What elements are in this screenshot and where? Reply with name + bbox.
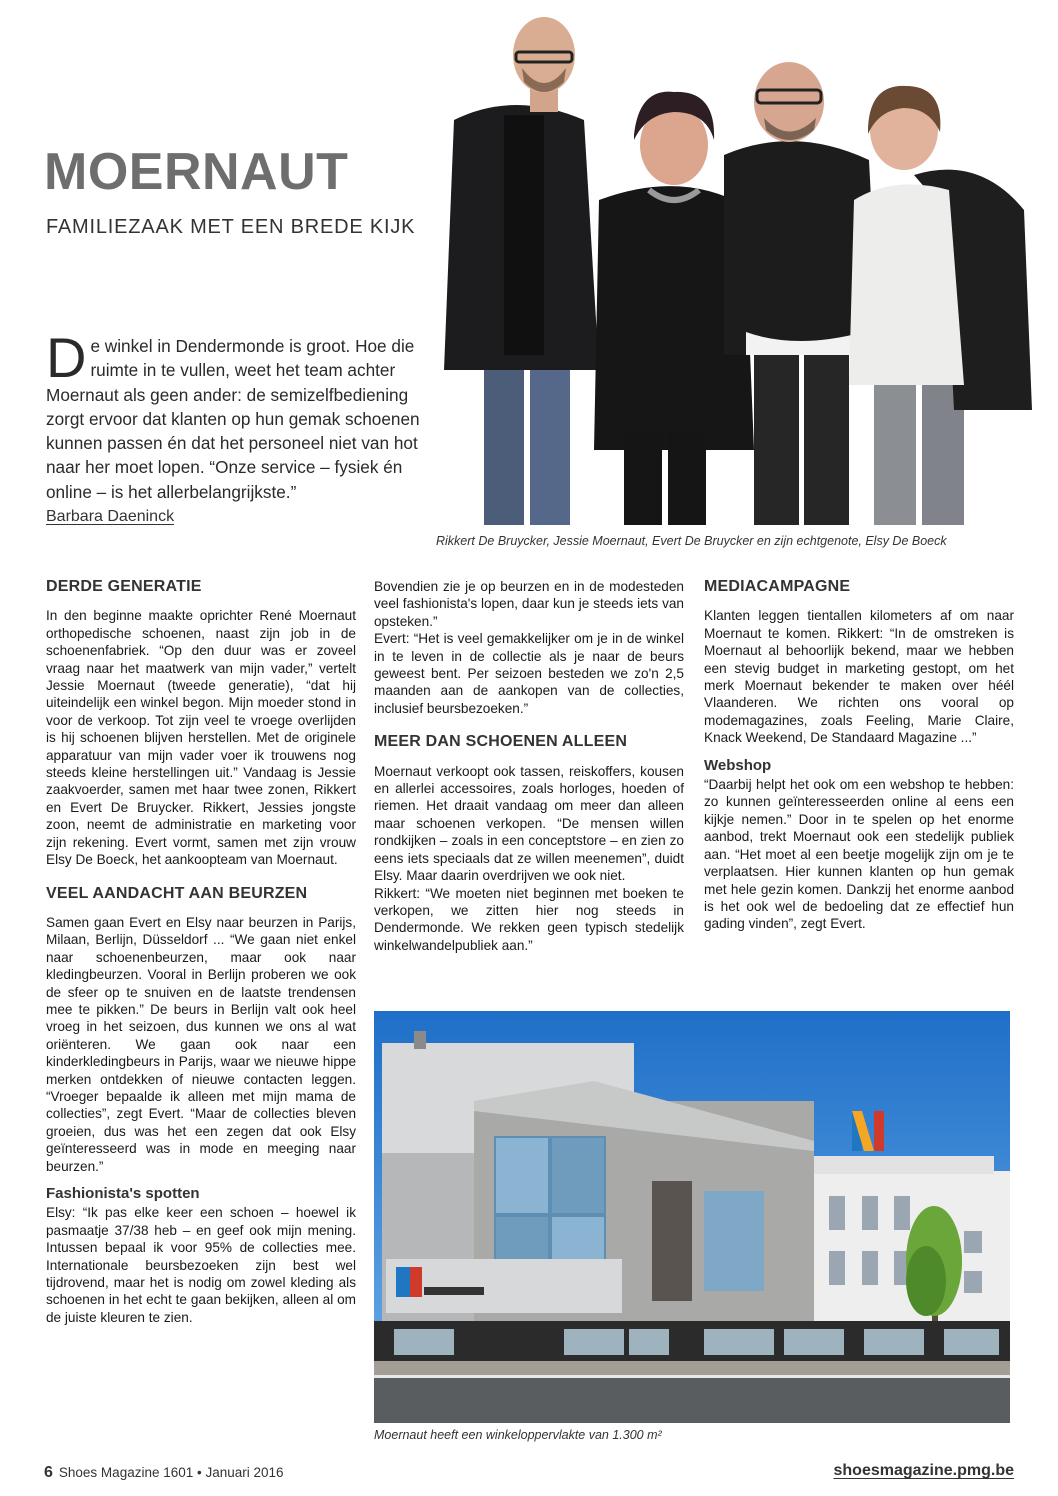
heading-mediacampagne: MEDIACAMPAGNE bbox=[704, 578, 851, 595]
heading-webshop: Webshop bbox=[704, 756, 772, 774]
paragraph-beurzen: Samen gaan Evert en Elsy naar beurzen in Parijs, Milaan, Berlijn, Düsseldorf ... “We gaan niet enkel naar schoenenbeurzen, maar ook naar kledingbeurzen. Vooral in Berlijn proberen we ook de sfeer op te snuiven en de laatste trendensen mee te pikken.” De beurs in Berlijn valt ook heel vroeg in het seizoen, dus kunnen we ons al wat oriënteren. We gaan ook naar een kinderkledingbeurs in Parijs, waar we nieuwe hippe merken ontdekken of nieuwe contacten leggen. “Vroeger bepaalde ik alleen met mijn mama de collecties”, zegt Evert. “Maar de collecties bleven groeien, dus was het een zegen dat ook Elsy geïnteresseerd was in mode en meeging naar beurzen.” bbox=[46, 914, 356, 1174]
intro-dropcap: D bbox=[46, 326, 87, 389]
shop-photo-caption: Moernaut heeft een winkeloppervlakte van 1.300 m² bbox=[374, 1428, 662, 1442]
article-column-1 bbox=[46, 578, 356, 1326]
article-title: MOERNAUT bbox=[44, 143, 349, 201]
article-column-3 bbox=[704, 578, 1014, 933]
team-photo bbox=[424, 10, 1032, 530]
intro-text: e winkel in Dendermonde is groot. Hoe die ruimte in te vullen, weet het team achter Moernaut als geen ander: de semizelfbediening zorgt ervoor dat klanten op hun gemak schoenen kunnen passen én dat het personeel niet van hot naar her moet lopen. “Onze service – fysiek én online – is het allerbelangrijkste.” bbox=[46, 336, 420, 502]
paragraph-continuation-1: Bovendien zie je op beurzen en in de modesteden veel fashionista's lopen, daar kun je steeds iets van opsteken.” bbox=[374, 579, 684, 629]
paragraph-mediacampagne: Klanten leggen tientallen kilometers af om naar Moernaut te komen. Rikkert: “In de omstreken is Moernaut al behoorlijk bekend, maar we hebben een stevig budget in marketing gestopt, om het merk Moernaut bekender te maken over héél Vlaanderen. We richten ons vooral op modemagazines, zoals Feeling, Marie Claire, Knack Weekend, De Standaard Magazine ...” bbox=[704, 608, 1014, 746]
paragraph-continuation-2: Evert: “Het is veel gemakkelijker om je in de winkel in te leven in de collectie als je naar de beurs geweest bent. Per seizoen besteden we zo'n 2,5 maanden aan de aankopen van de collecties, inclusief beursbezoeken.” bbox=[374, 631, 684, 716]
website-link[interactable]: shoesmagazine.pmg.be bbox=[833, 1462, 1014, 1479]
page-number: 6 bbox=[44, 1464, 53, 1481]
author-byline: Barbara Daeninck bbox=[46, 508, 175, 525]
paragraph-derde-generatie: In den beginne maakte oprichter René Moernaut orthopedische schoenen, naast zijn job in de schoenenfabriek. “Op den duur was er zoveel vraag naar het maatwerk van mijn vader,” vertelt Jessie Moernaut (tweede generatie), “dat hij uiteindelijk een winkel begon. Mijn moeder stond in voor de verkoop. Tot zijn veel te vroege overlijden is hij schoenen blijven herstellen. Met de originele apparatuur van mijn vader voer ik trouwens nog steeds kleine herstellingen uit.” Vandaag is Jessie zaakvoerder, samen met haar twee zonen, Rikkert en Evert De Bruycker. Rikkert, Jessies jongste zoon, neemt de administratie en marketing voor zijn rekening. Evert vormt, samen met zijn vrouw Elsy De Boeck, het aankoopteam van Moernaut. bbox=[46, 608, 356, 868]
heading-fashionistas-spotten: Fashionista's spotten bbox=[46, 1185, 200, 1202]
intro-paragraph bbox=[46, 326, 422, 504]
paragraph-webshop: “Daarbij helpt het ook om een webshop te hebben: zo kunnen geïnteresseerden online al eens een kijkje nemen.” Door in te spelen op het enorme aanbod, trekt Moernaut ook een stedelijk publiek aan. “Het moet al een beetje mogelijk zijn om je te verplaatsen. Hier kunnen klanten op hun gemak met hele gezin komen. Dankzij het enorme aanbod is het ook wel de bedoeling dat ze effectief hun gading vinden”, zegt Evert. bbox=[704, 777, 1014, 932]
issue-info: Shoes Magazine 1601 • Januari 2016 bbox=[58, 1465, 284, 1480]
heading-meer-dan-schoenen-alleen: MEER DAN SCHOENEN ALLEEN bbox=[374, 733, 628, 751]
paragraph-fashionistas: Elsy: “Ik pas elke keer een schoen – hoewel ik pasmaatje 37/38 heb – en geef ook mijn mening. Intussen bepaal ik voor 95% de collecties mee. Internationale beursbezoeken zijn best wel tijdrovend, maar het is nodig om zowel kleding als schoenen in het echt te gaan bekijken, alleen al om de juiste kleuren te zien. bbox=[46, 1205, 356, 1325]
article-subtitle: FAMILIEZAAK MET EEN BREDE KIJK bbox=[46, 216, 416, 238]
team-photo-caption: Rikkert De Bruycker, Jessie Moernaut, Evert De Bruycker en zijn echtgenote, Elsy De Boeck bbox=[436, 534, 947, 548]
heading-veel-aandacht-aan-beurzen: VEEL AANDACHT AAN BEURZEN bbox=[46, 884, 308, 902]
paragraph-meer-dan-schoenen: Moernaut verkoopt ook tassen, reiskoffers, kousen en allerlei accessoires, zoals horloges, hoeden of riemen. Het draait vandaag om meer dan alleen maar schoenen verkopen. “De mensen willen rondkijken – zoals in een conceptstore – en zien zo eens iets speciaals dat ze willen meenemen”, duidt Elsy. Maar daarin overdrijven we ook niet. bbox=[374, 763, 684, 884]
paragraph-rikkert: Rikkert: “We moeten niet beginnen met boeken te verkopen, we zitten hier nog steeds in Dendermonde. We rekken geen typisch stedelijk winkelwandelpubliek aan.” bbox=[374, 885, 684, 953]
page-footer-left bbox=[44, 1464, 284, 1482]
heading-derde-generatie: DERDE GENERATIE bbox=[46, 578, 202, 595]
shop-facade-photo bbox=[374, 1011, 1010, 1423]
article-column-2 bbox=[374, 578, 684, 954]
